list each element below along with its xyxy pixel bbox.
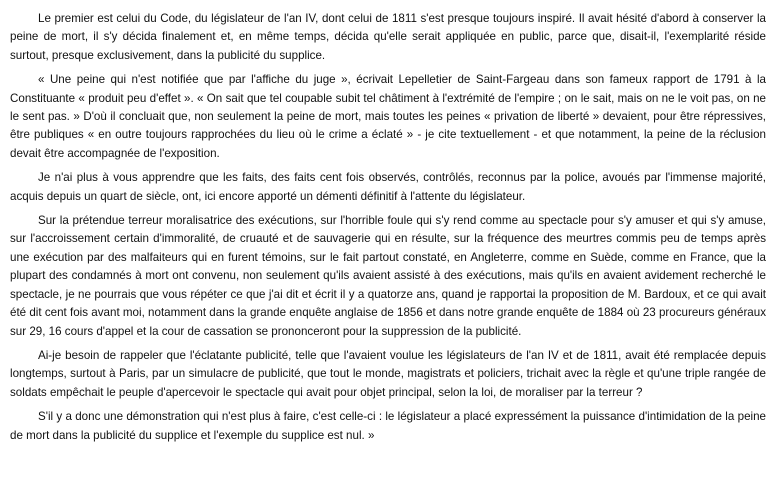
paragraph-code-an-iv: Le premier est celui du Code, du législateur de l'an IV, dont celui de 1811 s'est presque toujours inspiré. Il avait hésité d'abord à conserver la peine de mort, il s'y décida finalement et, en même temps, décida qu'elle serait appliquée en public, parce que, disait-il, l'exemplarité réside surtout, presque exclusivement, dans la publicité du supplice. xyxy=(10,12,766,62)
paragraph-facts-observed: Je n'ai plus à vous apprendre que les faits, des faits cent fois observés, contrôlés, reconnus par la police, avoués par l'immense majorité, acquis depuis un quart de siècle, ont, ici encore apporté un démenti définitif à l'attente du législateur. xyxy=(10,171,766,203)
paragraph-terror-executions: Sur la prétendue terreur moralisatrice des exécutions, sur l'horrible foule qui s'y rend comme au spectacle pour s'y amuser et qui s'y amuse, sur l'accroissement certain d'immoralité, de cruauté et de sauvagerie qui en résulte, sur la fréquence des meurtres commis peu de temps après une exécution par des malfaiteurs qui en furent témoins, sur le fait partout constaté, en Angleterre, comme en Suède, comme en France, que la plupart des condamnés à mort ont convenu, non seulement qu'ils avaient assisté à des exécutions, mais qu'ils en avaient avidement recherché le spectacle, je ne pourrais que vous répéter ce que j'ai dit et écrit il y a quatorze ans, quand je rapportai la proposition de M. Bardoux, et ce qui avait été dit cent fois avant moi, notamment dans la grande enquête anglaise de 1856 et dans notre grande enquête de 1884 où 23 procureurs généraux sur 29, 16 cours d'appel et la cour de cassation se prononceront pour la suppression de la publicité. xyxy=(10,214,766,338)
paragraph-conclusion: S'il y a donc une démonstration qui n'est plus à faire, c'est celle-ci : le législateur a placé expressément la puissance d'intimidation de la peine de mort dans la publicité du supplice et l'exemple du supplice est nul. » xyxy=(10,410,766,442)
paragraph-lepelletier-quote: « Une peine qui n'est notifiée que par l'affiche du juge », écrivait Lepelletier de Saint-Fargeau dans son fameux rapport de 1791 à la Constituante « produit peu d'effet ». « On sait que tel coupable subit tel châtiment à l'extrémité de l'empire ; on le sait, mais on ne le voit pas, on ne le sent pas. » D'où il concluait que, non seulement la peine de mort, mais toutes les peines « privation de liberté » devaient, pour être répressives, être publiques « en outre toujours rapprochées du lieu où le crime a éclaté » - je cite textuellement - et que notamment, la peine de la réclusion devait être accompagnée de l'exposition. xyxy=(10,73,766,160)
paragraph-publicity-simulacre: Ai-je besoin de rappeler que l'éclatante publicité, telle que l'avaient voulue les législateurs de l'an IV et de 1811, avait été remplacée depuis longtemps, surtout à Paris, par un simulacre de publicité, que tout le monde, magistrats et policiers, trichait avec la règle et qu'une triple rangée de soldats empêchait le peuple d'apercevoir le spectacle qui avait pour objet principal, selon la loi, de moraliser par la terreur ? xyxy=(10,348,766,399)
